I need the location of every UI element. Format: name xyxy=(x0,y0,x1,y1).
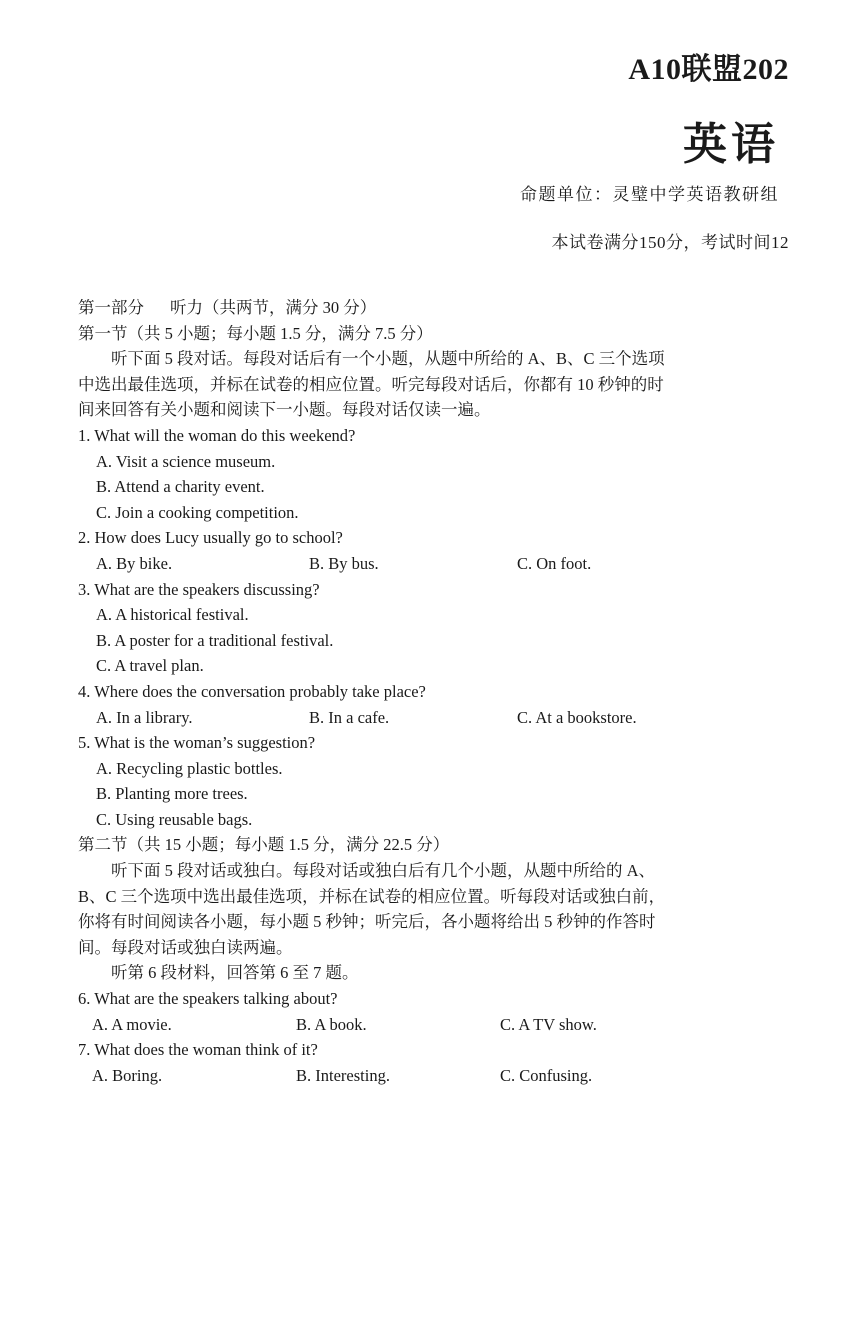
question-stem: 5. What is the woman’s suggestion? xyxy=(78,733,316,753)
question-stem: 1. What will the woman do this weekend? xyxy=(78,425,356,445)
exam-series-title: A10联盟202 xyxy=(628,53,789,86)
material-note: 听第 6 段材料，回答第 6 至 7 题。 xyxy=(111,963,359,983)
part-title: 听力（共两节，满分 30 分） xyxy=(170,298,377,317)
section1-instruction-line: 中选出最佳选项，并标在试卷的相应位置。听完每段对话后，你都有 10 秒钟的时 xyxy=(78,374,664,394)
option-a: A. Recycling plastic bottles. xyxy=(96,758,283,778)
option-c: C. A travel plan. xyxy=(96,656,204,676)
option-a: A. Boring. xyxy=(92,1065,163,1085)
option-b: B. Attend a charity event. xyxy=(96,477,265,497)
section1-instruction-line: 听下面 5 段对话。每段对话后有一个小题，从题中所给的 A、B、C 三个选项 xyxy=(111,349,665,369)
question-stem: 4. Where does the conversation probably take place? xyxy=(78,681,426,701)
subject-title: 英语 xyxy=(683,120,779,169)
options-row xyxy=(78,551,758,577)
options-row xyxy=(78,1063,758,1089)
section1-heading: 第一节（共 5 小题；每小题 1.5 分，满分 7.5 分） xyxy=(78,323,433,343)
question-stem: 6. What are the speakers talking about? xyxy=(78,989,338,1009)
option-c: C. Using reusable bags. xyxy=(96,809,253,829)
option-c: C. Join a cooking competition. xyxy=(96,502,299,522)
option-c: C. A TV show. xyxy=(500,1014,597,1034)
option-a: A. In a library. xyxy=(96,707,193,727)
option-a: A. By bike. xyxy=(96,553,173,573)
section2-instruction-line: 听下面 5 段对话或独白。每段对话或独白后有几个小题，从题中所给的 A、 xyxy=(111,861,656,881)
option-a: A. Visit a science museum. xyxy=(96,451,276,471)
option-a: A. A movie. xyxy=(92,1014,172,1034)
option-c: C. On foot. xyxy=(517,553,592,573)
question-stem: 2. How does Lucy usually go to school? xyxy=(78,528,343,548)
option-b: B. In a cafe. xyxy=(309,707,390,727)
options-row xyxy=(78,705,758,731)
option-a: A. A historical festival. xyxy=(96,605,249,625)
exam-content xyxy=(78,295,758,1088)
option-c: C. Confusing. xyxy=(500,1065,593,1085)
option-b: B. A book. xyxy=(296,1014,367,1034)
question-setter: 命题单位：灵璧中学英语教研组 xyxy=(520,185,779,204)
question-stem: 3. What are the speakers discussing? xyxy=(78,579,320,599)
part-heading xyxy=(78,295,758,321)
part-number: 第一部分 xyxy=(78,298,144,317)
section2-instruction-line: 你将有时间阅读各小题，每小题 5 秒钟；听完后，各小题将给出 5 秒钟的作答时 xyxy=(78,912,656,932)
section2-instruction-line: B、C 三个选项中选出最佳选项，并标在试卷的相应位置。听每段对话或独白前， xyxy=(78,886,666,906)
options-row xyxy=(78,1012,758,1038)
option-b: B. Interesting. xyxy=(296,1065,390,1085)
question-stem: 7. What does the woman think of it? xyxy=(78,1040,318,1060)
option-b: B. By bus. xyxy=(309,553,379,573)
section2-heading: 第二节（共 15 小题；每小题 1.5 分，满分 22.5 分） xyxy=(78,835,450,855)
option-b: B. Planting more trees. xyxy=(96,784,248,804)
section1-instruction-line: 间来回答有关小题和阅读下一小题。每段对话仅读一遍。 xyxy=(78,400,491,420)
section2-instruction-line: 间。每段对话或独白读两遍。 xyxy=(78,937,293,957)
option-c: C. At a bookstore. xyxy=(517,707,637,727)
option-b: B. A poster for a traditional festival. xyxy=(96,630,334,650)
exam-info: 本试卷满分150分，考试时间12 xyxy=(551,233,789,252)
